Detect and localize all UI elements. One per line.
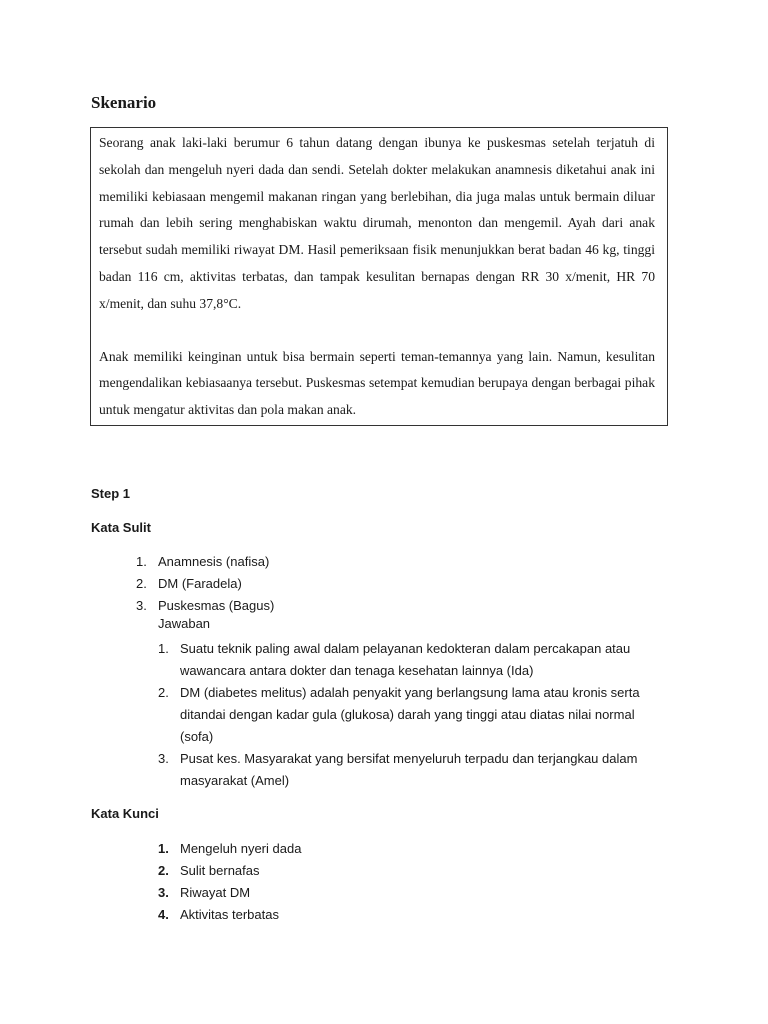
list-number: 4.: [158, 907, 169, 922]
list-item: [136, 595, 558, 617]
jawaban-label: Jawaban: [158, 616, 211, 631]
list-text: DM (diabetes melitus) adalah penyakit yang berlangsung lama atau kronis serta ditandai dengan kadar gula (glukosa) darah yang tinggi atau diatas nilai normal (sofa): [180, 685, 640, 744]
scenario-paragraph-1: Seorang anak laki-laki berumur 6 tahun datang dengan ibunya ke puskesmas setelah terjatuh di sekolah dan mengeluh nyeri dada dan sendi. Setelah dokter melakukan anamnesis diketahui anak ini memiliki kebiasaan mengemil makanan ringan yang berlebihan, dia juga malas untuk bermain diluar rumah dan lebih sering menghabiskan waktu dirumah, menonton dan mengemil. Ayah dari anak tersebut sudah memiliki riwayat DM. Hasil pemeriksaan fisik menunjukkan berat badan 46 kg, tinggi badan 116 cm, aktivitas terbatas, dan tampak kesulitan bernapas dengan RR 30 x/menit, HR 70 x/menit, dan suhu 37,8°C.: [99, 135, 655, 311]
kata-sulit-list: [136, 551, 558, 617]
list-number: 1.: [136, 554, 147, 569]
list-item: [158, 882, 580, 904]
list-item: [158, 682, 670, 748]
scenario-box: [90, 127, 668, 426]
list-text: Pusat kes. Masyarakat yang bersifat menyeluruh terpadu dan terjangkau dalam masyarakat (Amel): [180, 751, 638, 788]
jawaban-list: [158, 638, 670, 792]
list-text: Riwayat DM: [180, 885, 251, 900]
list-item: [158, 904, 580, 926]
list-number: 3.: [158, 885, 169, 900]
list-item: [136, 551, 558, 573]
list-number: 2.: [158, 685, 169, 700]
list-number: 1.: [158, 641, 169, 656]
list-item: [158, 838, 580, 860]
list-item: [158, 860, 580, 882]
list-text: Puskesmas (Bagus): [158, 598, 275, 613]
list-text: DM (Faradela): [158, 576, 242, 591]
list-text: Suatu teknik paling awal dalam pelayanan kedokteran dalam percakapan atau wawancara antara dokter dan tenaga kesehatan lainnya (Ida): [180, 641, 631, 678]
list-number: 3.: [136, 598, 147, 613]
list-text: Sulit bernafas: [180, 863, 260, 878]
list-item: [158, 638, 670, 682]
list-number: 3.: [158, 751, 169, 766]
page-title: Skenario: [91, 93, 157, 112]
list-number: 2.: [158, 863, 169, 878]
kata-kunci-list: [158, 838, 580, 926]
scenario-paragraph-2: Anak memiliki keinginan untuk bisa bermain seperti teman-temannya yang lain. Namun, kesulitan mengendalikan kebiasaanya tersebut. Puskesmas setempat kemudian berupaya dengan berbagai pihak untuk mengatur aktivitas dan pola makan anak.: [99, 348, 655, 418]
kata-sulit-heading: Kata Sulit: [91, 520, 151, 535]
list-item: [158, 748, 670, 792]
list-item: [136, 573, 558, 595]
list-text: Mengeluh nyeri dada: [180, 841, 302, 856]
list-number: 2.: [136, 576, 147, 591]
list-text: Anamnesis (nafisa): [158, 554, 270, 569]
list-number: 1.: [158, 841, 169, 856]
list-text: Aktivitas terbatas: [180, 907, 279, 922]
kata-kunci-heading: Kata Kunci: [91, 806, 159, 821]
step-heading: Step 1: [91, 486, 131, 501]
